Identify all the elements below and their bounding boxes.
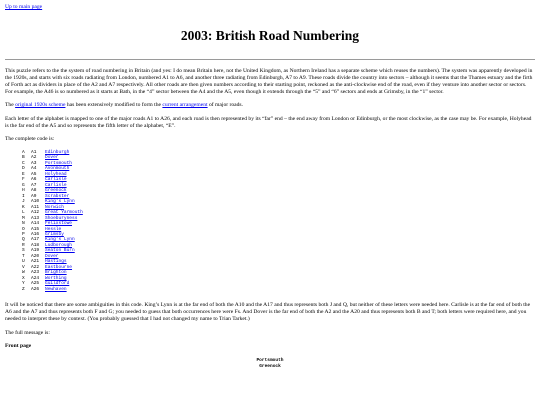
scheme-text-pre: The bbox=[5, 102, 16, 109]
code-road: A23 bbox=[31, 270, 40, 276]
code-place-link[interactable]: Greenock bbox=[45, 188, 67, 194]
code-road: A19 bbox=[31, 248, 40, 254]
code-road: A10 bbox=[31, 199, 40, 205]
code-road: A13 bbox=[31, 215, 40, 221]
code-place-link[interactable]: King's Lynn bbox=[45, 237, 75, 243]
original-scheme-link[interactable]: original 1920s scheme bbox=[15, 102, 66, 109]
code-place-link[interactable]: Dover bbox=[45, 155, 59, 161]
code-road: A14 bbox=[31, 221, 40, 227]
code-place-link[interactable]: Brighton bbox=[45, 270, 67, 276]
code-place-link[interactable]: Felixstowe bbox=[45, 221, 73, 227]
code-road: A21 bbox=[31, 259, 40, 265]
code-place-link[interactable]: Avonmouth bbox=[45, 166, 70, 172]
ambiguity-paragraph: It will be noticed that there are some ambiguities in this code. King’s Lynn is at the far end of both the A10 and the A17 and thus represents both J and Q, but neither of these letters were needed here. Carlisle is at the far end of both the A6 and the A7 and thus represents both F and G; you needed to guess that both occurrences here were Fs. And Dover is the far end of both the A2 and the A20 and thus represents both B and T; both letters were required here, and you needed to interpret these by context. (You probably guessed that I had not changed my name to Trian Tarket.) bbox=[5, 302, 531, 323]
code-letter: X bbox=[22, 275, 25, 281]
code-letter: T bbox=[22, 253, 25, 259]
code-place-link[interactable]: Carlisle bbox=[45, 177, 67, 183]
title-divider bbox=[5, 59, 535, 60]
message-block bbox=[5, 358, 535, 369]
page-title: 2003: British Road Numbering bbox=[180, 27, 360, 43]
code-letter: H bbox=[22, 188, 25, 194]
message-line: Portsmouth bbox=[256, 358, 284, 364]
code-road: A26 bbox=[31, 286, 40, 292]
code-road: A8 bbox=[31, 188, 37, 194]
full-message-label: The full message is: bbox=[5, 329, 50, 336]
complete-code-label: The complete code is: bbox=[5, 136, 55, 143]
code-road: A12 bbox=[31, 210, 40, 216]
code-place-link[interactable]: Edinburgh bbox=[45, 149, 70, 155]
code-letter: Z bbox=[22, 286, 25, 292]
code-letter: N bbox=[22, 221, 25, 227]
code-place-link[interactable]: Hessle bbox=[45, 226, 62, 232]
code-road: A20 bbox=[31, 253, 40, 259]
message-line: Greenock bbox=[259, 363, 281, 369]
code-place-link[interactable]: King's Lynn bbox=[45, 199, 75, 205]
code-place-link[interactable]: Guildford bbox=[45, 281, 70, 287]
code-road: A22 bbox=[31, 264, 40, 270]
code-road: A24 bbox=[31, 275, 40, 281]
code-road: A2 bbox=[31, 155, 37, 161]
code-place-link[interactable]: Seaton Burn bbox=[45, 248, 75, 254]
current-arrangement-link[interactable]: current arrangement bbox=[162, 102, 208, 109]
code-letter: K bbox=[22, 204, 25, 210]
code-letter: S bbox=[22, 248, 25, 254]
code-place-link[interactable]: Great Yarmouth bbox=[45, 210, 83, 216]
code-letter: M bbox=[22, 215, 25, 221]
code-place-link[interactable]: Carlisle bbox=[45, 182, 67, 188]
code-place-link[interactable]: Hastings bbox=[45, 259, 67, 265]
code-letter: E bbox=[22, 171, 25, 177]
code-list bbox=[22, 150, 535, 293]
code-place-link[interactable]: Worthing bbox=[45, 275, 67, 281]
code-place-link[interactable]: Eastbourne bbox=[45, 264, 73, 270]
code-letter: I bbox=[22, 193, 25, 199]
code-letter: O bbox=[22, 226, 25, 232]
code-road: A25 bbox=[31, 281, 40, 287]
code-letter: Q bbox=[22, 237, 25, 243]
code-letter: P bbox=[22, 232, 25, 237]
code-place-link[interactable]: Norwich bbox=[45, 204, 64, 210]
code-place-link[interactable]: Dover bbox=[45, 253, 59, 259]
scheme-text-mid: has been extensively modified to form the bbox=[65, 102, 163, 109]
code-road: A7 bbox=[31, 182, 37, 188]
code-place-link[interactable]: Portsmouth bbox=[45, 160, 73, 166]
code-road: A15 bbox=[31, 226, 40, 232]
code-place-link[interactable]: Scrabster bbox=[45, 193, 70, 199]
code-place-link[interactable]: Holyhead bbox=[45, 171, 67, 177]
code-letter: D bbox=[22, 166, 25, 172]
code-letter: A bbox=[22, 149, 25, 155]
code-road: A11 bbox=[31, 204, 40, 210]
code-letter: L bbox=[22, 210, 25, 216]
code-letter: F bbox=[22, 177, 25, 183]
up-to-main-page-link[interactable]: Up to main page bbox=[5, 4, 43, 10]
letter-mapping-paragraph: Each letter of the alphabet is mapped to one of the major roads A1 to A26, and each road is then represented by its “far” end – the end away from London or Edinburgh, or the most clockwise, as the case may be. For example, Holyhead is the far end of the A5 and so represents the fifth letter of the alphabet, “E”. bbox=[5, 115, 532, 129]
code-letter: W bbox=[22, 270, 25, 276]
code-letter: G bbox=[22, 182, 25, 188]
code-road: A4 bbox=[31, 166, 37, 172]
code-letter: U bbox=[22, 259, 25, 265]
front-page-heading: Front page bbox=[5, 343, 32, 350]
code-letter: J bbox=[22, 199, 25, 205]
scheme-paragraph bbox=[5, 102, 535, 109]
code-road: A1 bbox=[31, 149, 37, 155]
code-road: A16 bbox=[31, 232, 40, 237]
code-road: A17 bbox=[31, 237, 40, 243]
code-road: A5 bbox=[31, 171, 37, 177]
code-letter: C bbox=[22, 160, 25, 166]
code-letter: V bbox=[22, 264, 25, 270]
intro-paragraph: This puzzle refers to the the system of road numbering in Britain (and yes: I do mean Britain here, not the United Kingdom, as Northern Ireland has a separate scheme which reuses the numbers). The system was apparently developed in the 1920s, and starts with six roads radiating from London, numbered A1 to A6, and another three radiating from Edinburgh, A7 to A9. These roads divide the country into sectors – although it seems that the Thames estuary and the firth of Forth act as dividers in place of the A2 and A7 respectively. All other roads are then given numbers according to their starting point, reckoned as the anti-clockwise end of the road, even if they venture into another sector or sectors. For example, the A46 is so numbered as it starts at Bath, in the “4” sector between the A4 and the A5, even though it extends through the “5” and “6” sectors and ends at Grimsby, in the “1” sector. bbox=[5, 67, 533, 95]
code-place-link[interactable]: Shoeburyness bbox=[45, 215, 78, 221]
code-place-link[interactable]: Grimsby bbox=[45, 232, 64, 237]
code-row bbox=[22, 287, 535, 292]
code-road: A3 bbox=[31, 160, 37, 166]
code-road: A18 bbox=[31, 242, 40, 248]
code-road: A9 bbox=[31, 193, 37, 199]
code-letter: B bbox=[22, 155, 25, 161]
code-place-link[interactable]: Newhaven bbox=[45, 286, 67, 292]
scheme-text-post: of major roads. bbox=[207, 102, 244, 109]
code-letter: Y bbox=[22, 281, 25, 287]
code-letter: R bbox=[22, 242, 25, 248]
code-place-link[interactable]: Ludborough bbox=[45, 242, 73, 248]
code-road: A6 bbox=[31, 177, 37, 183]
